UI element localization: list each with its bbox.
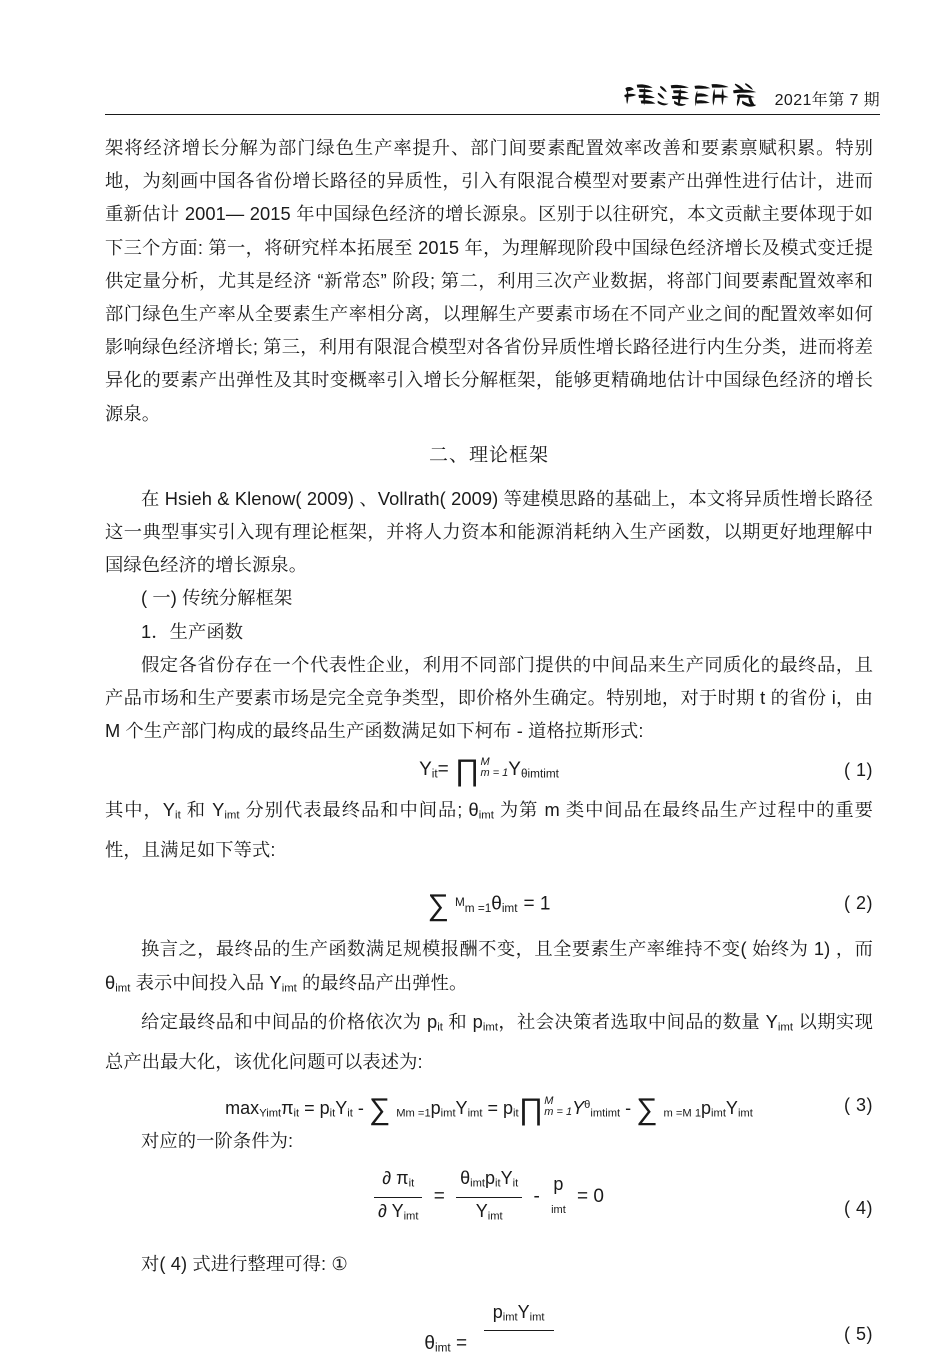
equation-2-body: ∑ $^M_{m =1}\theta_{imt} = 1$ <box>427 888 551 922</box>
eq5-p-sub: imt <box>502 1310 518 1323</box>
eq5-y-sub: imt <box>529 1310 545 1323</box>
eq5-theta: θ <box>424 1332 435 1354</box>
journal-masthead-calligraphy-icon <box>622 78 769 112</box>
eq1-lhs: Y <box>419 759 432 781</box>
eq5-theta-sub: imt <box>434 1341 451 1355</box>
eq4-equals: = <box>433 1186 445 1208</box>
eq4-num-theta-sub: imt <box>470 1177 486 1190</box>
eq3-t7-sub: imt <box>711 1107 726 1120</box>
eq5-numerator <box>484 1299 554 1330</box>
eq1-lhs-sub: it <box>431 768 438 782</box>
equation-4-number: ( 4) <box>844 1198 873 1219</box>
eq1-rhs-sub: θimtimt <box>520 768 559 782</box>
eq4-num-p-sub: it <box>495 1177 501 1190</box>
paragraph-theory-intro: 在 Hsieh & Klenow( 2009) 、Vollrath( 2009) 等建模思路的基础上，本文将异质性增长路径这一典型事实引入现有理论框架，并将人力资本和能源消耗纳入生产函数，以期更好地理解中国绿色经济的增长源泉。 <box>105 487 873 576</box>
eq1-limits <box>480 757 508 779</box>
eq3-product-lower: m = 1 <box>544 1105 573 1118</box>
eq3-minus-1: - <box>357 1098 364 1119</box>
issue-label: 2021年第 7 期 <box>774 92 880 109</box>
paragraph-rearrange: 对( 4) 式进行整理可得: ① <box>141 1253 348 1275</box>
eq3-t2-sub: it <box>347 1107 353 1120</box>
eq4-num-y: Y <box>500 1168 513 1189</box>
eq3-sum-2-limits: m =M 1 <box>663 1107 702 1120</box>
eq1-upper-limit: M <box>480 755 490 768</box>
eq4-tail: = 0 <box>577 1186 604 1208</box>
equation-5 <box>105 1285 873 1355</box>
eq2-term-sub: imt <box>501 902 518 916</box>
paragraph-optimization: 给定最终品和中间品的价格依次为 $p_{it}$ 和 $p_{imt}$，社会决策者选取中间品的数量 $Y_{imt}$ 以期实现总产出最大化，该优化问题可以表述为: <box>105 1011 873 1072</box>
eq4-num-theta: θ <box>460 1168 471 1189</box>
eq5-denominator-clipped <box>484 1330 554 1357</box>
eq1-rhs: Y <box>508 759 521 781</box>
equation-4 <box>105 1159 873 1241</box>
equation-5-number: ( 5) <box>844 1323 873 1344</box>
equation-1-number: ( 1) <box>844 760 873 781</box>
eq4-price-term <box>551 1171 566 1223</box>
eq4-num-left-sub: it <box>408 1177 415 1190</box>
eq4-den-y-sub: imt <box>487 1210 503 1223</box>
eq2-term: θ <box>491 893 502 915</box>
eq3-equals-1: = <box>304 1098 315 1119</box>
eq3-t3: p <box>430 1098 441 1119</box>
eq3-equals-2: = <box>487 1098 498 1119</box>
paragraph-notation: 其中，$Y_{it}$ 和 $Y_{imt}$ 分别代表最终品和中间品; $\theta_{imt}$ 为第 m 类中间品在最终品生产过程中的重要性，且满足如下等式: <box>105 799 873 861</box>
header-divider <box>105 114 880 115</box>
eq1-lower-limit: m = 1 <box>480 767 509 779</box>
eq4-num-y-sub: it <box>512 1177 519 1190</box>
eq1-equals: = <box>437 759 449 781</box>
paragraph-foc: 对应的一阶条件为: <box>141 1130 294 1152</box>
eq2-lower-limit: m =1 <box>464 902 492 916</box>
eq3-t1-sub: it <box>329 1107 336 1120</box>
eq3-t2: Y <box>335 1098 348 1119</box>
eq3-pi: π <box>281 1098 294 1119</box>
eq3-max-sub: Yimt <box>259 1107 282 1120</box>
eq2-upper-limit: M <box>454 896 465 910</box>
eq2-tail: = 1 <box>523 893 551 915</box>
eq4-lhs-fraction <box>374 1165 422 1229</box>
eq3-pi-sub: it <box>293 1107 300 1120</box>
equation-1 <box>105 747 873 793</box>
section-heading: 二、理论框架 <box>428 444 549 466</box>
eq3-t7: p <box>701 1098 712 1119</box>
eq3-t4-sub: imt <box>467 1107 483 1120</box>
eq3-t3-sub: imt <box>440 1107 456 1120</box>
eq3-sum-1-limits: Mm =1 <box>396 1107 431 1120</box>
eq5-lhs-group <box>424 1333 467 1357</box>
eq4-price-symbol: p <box>553 1174 564 1195</box>
eq4-den-left-text: ∂ Y <box>378 1200 404 1221</box>
eq3-t1: p <box>319 1098 330 1119</box>
eq4-price-subscript: imt <box>551 1204 566 1217</box>
eq3-product-limits <box>544 1096 572 1118</box>
eq4-den-y: Y <box>475 1200 488 1221</box>
eq4-rhs-fraction <box>456 1165 522 1229</box>
subsubsection-heading: 1．生产函数 <box>141 620 244 642</box>
equation-1-body: $Y_{it}=$ ∏ M m = 1 $Y_{\theta imtimt}$ <box>419 754 559 788</box>
document-body <box>105 131 873 1355</box>
eq5-equals: = <box>455 1332 468 1354</box>
eq5-rhs-fraction <box>484 1299 554 1357</box>
eq3-product-upper: M <box>544 1094 554 1107</box>
page-header <box>105 66 880 116</box>
eq4-num-left-text: ∂ π <box>382 1168 409 1189</box>
eq5-p: p <box>492 1301 503 1322</box>
eq3-t6: Y <box>572 1098 585 1119</box>
equation-3 <box>105 1082 873 1128</box>
paragraph-crs: 换言之，最终品的生产函数满足规模报酬不变，且全要素生产率维持不变( 始终为 1) ，而 $\theta_{imt}$ 表示中间投入品 $Y_{imt}$ 的最终品产出弹性。 <box>105 938 873 995</box>
eq4-numerator-left <box>374 1165 422 1196</box>
eq3-t6-sup: θ <box>584 1099 591 1112</box>
eq3-minus-2: - <box>625 1098 632 1119</box>
equation-5-body <box>105 1285 873 1357</box>
equation-2 <box>105 880 873 926</box>
paragraph-production-function: 假定各省份存在一个代表性企业，利用不同部门提供的中间品来生产同质化的最终品，且产品市场和生产要素市场是完全竞争类型，即价格外生确定。特别地，对于时期 t 的省份 i，由 M 个生产部门构成的最终品生产函数满足如下柯布 - 道格拉斯形式: <box>105 653 873 742</box>
equation-3-body: $\max_{Yimt}\pi_{it} = p_{it}Y_{it}$ - ∑ $_{Mm =1}p_{imt}Y_{imt}$ = $p_{it}\prod$ M m = 1 $Y^\theta_{imtimt}$ - ∑ $_{m =M 1}p_{imt}Y_{imt}$ <box>225 1093 753 1127</box>
eq4-minus: - <box>533 1186 540 1208</box>
eq3-t8-sub: imt <box>737 1107 753 1120</box>
eq3-t5: p <box>502 1098 513 1119</box>
subsection-heading: ( 一) 传统分解框架 <box>141 587 293 609</box>
equation-2-number: ( 2) <box>844 893 873 914</box>
eq5-y: Y <box>517 1301 530 1322</box>
eq3-t8: Y <box>725 1098 738 1119</box>
eq4-den-left-sub: imt <box>403 1210 419 1223</box>
eq4-numerator-right <box>456 1165 522 1196</box>
eq4-num-p: p <box>485 1168 496 1189</box>
paragraph-intro: 架将经济增长分解为部门绿色生产率提升、部门间要素配置效率改善和要素禀赋积累。特别地，为刻画中国各省份增长路径的异质性，引入有限混合模型对要素产出弹性进行估计，进而重新估计 2001— 2015 年中国绿色经济的增长源泉。区别于以往研究，本文贡献主要体现于如下三个方面: 第一，将研究样本拓展至 2015 年，为理解现阶段中国绿色经济增长及模式变迁提供定量分析，尤其是经济 “新常态” 阶段; 第二，利用三次产业数据，将部门间要素配置效率和部门绿色生产率从全要素生产率相分离，以理解生产要素市场在不同产业之间的配置效率如何影响绿色经济增长; 第三，利用有限混合模型对各省份异质性增长路径进行内生分类，进而将差异化的要素产出弹性及其时变概率引入增长分解框架，能够更精确地估计中国绿色经济的增长源泉。 <box>105 137 873 424</box>
eq4-denominator-left <box>374 1197 422 1229</box>
eq3-max: max <box>225 1098 260 1119</box>
eq3-t6-sub: imtimt <box>590 1107 621 1120</box>
eq3-t4: Y <box>455 1098 468 1119</box>
eq3-t5-sub: it <box>513 1107 519 1120</box>
eq4-denominator-right <box>456 1197 522 1229</box>
equation-4-body <box>105 1159 873 1229</box>
equation-3-number: ( 3) <box>844 1095 873 1116</box>
